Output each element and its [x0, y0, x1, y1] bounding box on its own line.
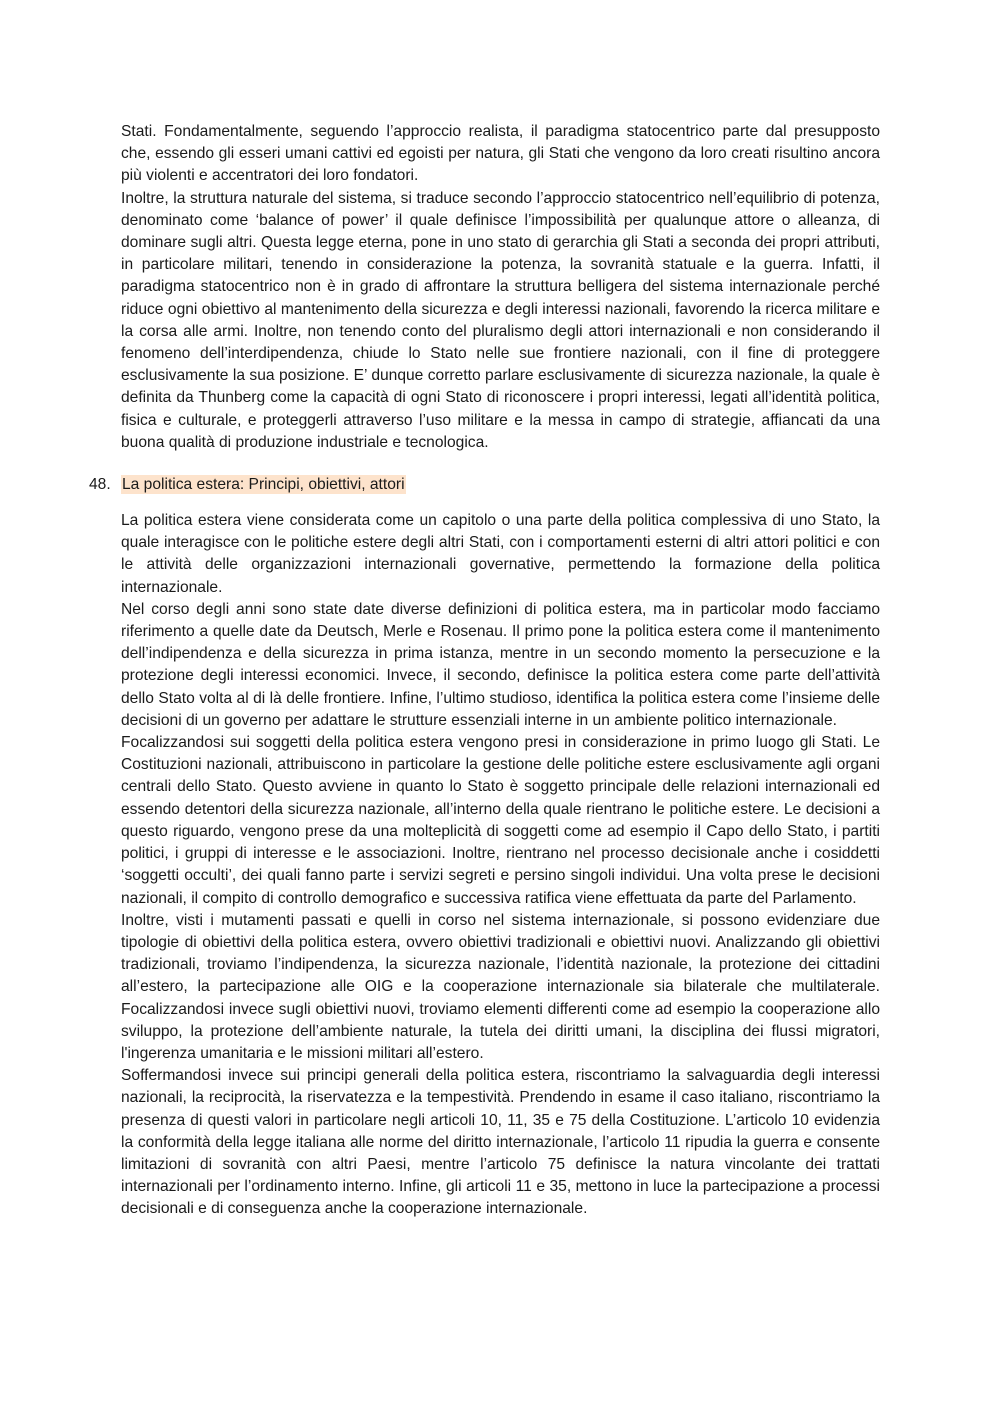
- section-paragraph-3: Focalizzandosi sui soggetti della politica estera vengono presi in considerazione in primo luogo gli Stati. Le Costituzioni nazionali, attribuiscono in particolare la gestione delle politiche estere esclusivamente agli organi centrali dello Stato. Questo avviene in quanto lo Stato è soggetto principale delle relazioni internazionali ed essendo detentori della sicurezza nazionale, all’interno della quale rientrano le politiche estere. Le decisioni a questo riguardo, vengono prese da una molteplicità di soggetti come ad esempio il Capo dello Stato, i partiti politici, i gruppi di interesse e le associazioni. Inoltre, rientrano nel processo decisionale anche i cosiddetti ‘soggetti occulti’, dei quali fanno parte i servizi segreti e persino singoli individui. Una volta prese le decisioni nazionali, il compito di controllo demografico e successiva ratifica viene effettuata da parte del Parlamento.: [121, 734, 880, 907]
- section-paragraph-5: Soffermandosi invece sui principi generali della politica estera, riscontriamo la salvaguardia degli interessi nazionali, la reciprocità, la riservatezza e la tempestività. Prendendo in esame il caso italiano, riscontriamo la presenza di questi valori in particolare negli articoli 10, 11, 35 e 75 della Costituzione. L’articolo 10 evidenzia la conformità della legge italiana alle norme del diritto internazionale, l’articolo 11 ripudia la guerra e consente limitazioni di sovranità con altri Paesi, mentre l’articolo 75 definisce la natura vincolante dei trattati internazionali per l’ordinamento interno. Infine, gli articoli 11 e 35, mettono in luce la partecipazione a processi decisionali e di conseguenza anche la cooperazione internazionale.: [121, 1067, 880, 1218]
- section-paragraph-2: Nel corso degli anni sono state date diverse definizioni di politica estera, ma in particolar modo facciamo riferimento a quelle date da Deutsch, Merle e Rosenau. Il primo pone la politica estera come il mantenimento dell’indipendenza e della sicurezza in prima istanza, mentre in un secondo momento la persecuzione e la protezione degli interessi economici. Invece, il secondo, definisce la politica estera come parte dell’attività dello Stato volta al di là delle frontiere. Infine, l’ultimo studioso, identifica la politica estera come l’insieme delle decisioni di un governo per adattare le strutture essenziali interne in un ambiente politico internazionale.: [121, 600, 880, 729]
- intro-paragraph-1: Stati. Fondamentalmente, seguendo l’approccio realista, il paradigma statocentrico parte dal presupposto che, essendo gli esseri umani cattivi ed egoisti per natura, gli Stati che vengono da loro creati risultino ancora più violenti e accentratori dei loro fondatori.: [121, 123, 880, 185]
- section-number: 48.: [89, 476, 111, 494]
- section-heading: [89, 474, 880, 496]
- section-title: La politica estera: Principi, obiettivi, attori: [122, 476, 405, 494]
- section-paragraph-1: La politica estera viene considerata come un capitolo o una parte della politica complessiva di uno Stato, la quale interagisce con le politiche estere degli altri Stati, con i comportamenti esterni di altri attori politici e con le attività delle organizzazioni internazionali governative, permettendo la formazione della politica internazionale.: [121, 512, 880, 596]
- intro-paragraph-2: Inoltre, la struttura naturale del sistema, si traduce secondo l’approccio statocentrico nell’equilibrio di potenza, denominato come ‘balance of power’ il quale definisce l’impossibilità per qualunque attore o alleanza, di dominare sugli altri. Questa legge eterna, pone in uno stato di gerarchia gli Stati a seconda dei propri attributi, in particolare militari, tenendo in considerazione la potenza, la sovranità statuale e la guerra. Infatti, il paradigma statocentrico non è in grado di affrontare la struttura belligera del sistema internazionale perché riduce ogni obiettivo al mantenimento della sicurezza e degli interessi nazionali, favorendo la ricerca militare e la corsa alle armi. Inoltre, non tenendo conto del pluralismo degli attori internazionali e non considerando il fenomeno dell’interdipendenza, chiude lo Stato nelle sue frontiere nazionali, con il fine di proteggere esclusivamente la sua posizione. E’ dunque corretto parlare esclusivamente di sicurezza nazionale, la quale è definita da Thunberg come la capacità di ogni Stato di riconoscere i propri interessi, legati all’identità politica, fisica e culturale, e proteggerli attraverso l’uso militare e la messa in campo di strategie, affiancati da una buona qualità di produzione industriale e tecnologica.: [121, 189, 880, 451]
- section-paragraph-4: Inoltre, visti i mutamenti passati e quelli in corso nel sistema internazionale, si possono evidenziare due tipologie di obiettivi della politica estera, ovvero obiettivi tradizionali e obiettivi nuovi. Analizzando gli obiettivi tradizionali, troviamo l’indipendenza, la sicurezza nazionale, l’identità nazionale, la protezione dei cittadini all’estero, la partecipazione alle OIG e la cooperazione internazionale sia bilaterale che multilaterale. Focalizzandosi invece sugli obiettivi nuovi, troviamo elementi differenti come ad esempio la cooperazione allo sviluppo, la protezione dell’ambiente naturale, la tutela dei diritti umani, la disciplina dei flussi migratori, l'ingerenza umanitaria e le missioni militari all’estero.: [121, 911, 880, 1062]
- page-content: [89, 121, 880, 1221]
